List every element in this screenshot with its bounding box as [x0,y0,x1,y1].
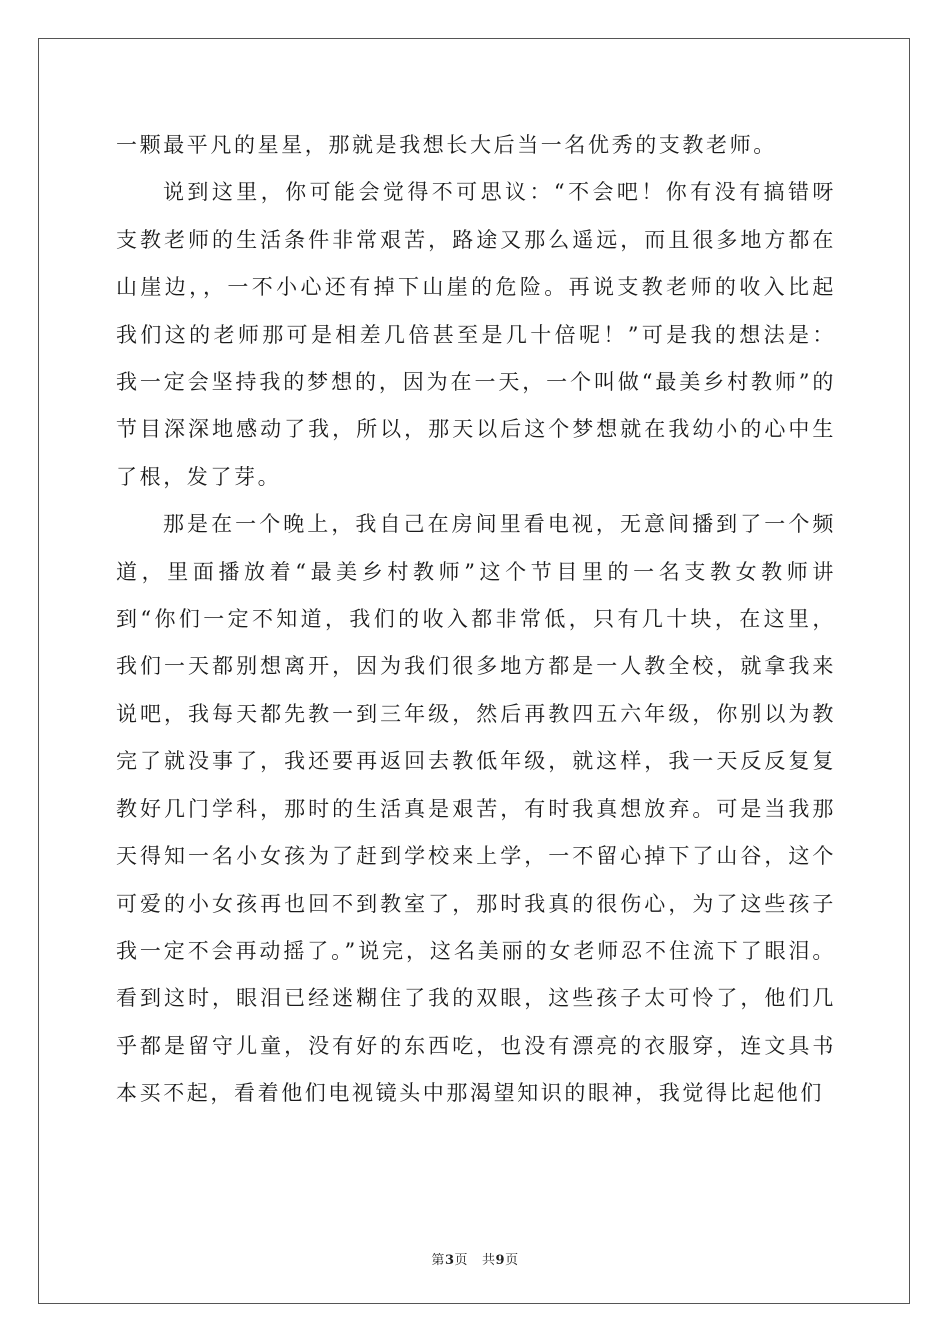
paragraph-1: 一颗最平凡的星星，那就是我想长大后当一名优秀的支教老师。 [116,133,777,157]
page-number: 3 [444,1253,455,1268]
total-pages: 9 [495,1253,506,1268]
paragraph-3: 那是在一个晚上，我自己在房间里看电视，无意间播到了一个频道，里面播放着“最美乡村教师”这个节目里的一名支教女教师讲到“你们一定不知道，我们的收入都非常低，只有几十块，在这里，我们一天都别想离开，因为我们很多地方都是一人教全校，就拿我来说吧，我每天都先教一到三年级，然后再教四五六年级，你别以为教完了就没事了，我还要再返回去教低年级，就这样，我一天反反复复教好几门学科，那时的生活真是艰苦，有时我真想放弃。可是当我那天得知一名小女孩为了赶到学校来上学，一不留心掉下了山谷，这个可爱的小女孩再也回不到教室了，那时我真的很伤心，为了这些孩子我一定不会再动摇了。”说完，这名美丽的女老师忍不住流下了眼泪。看到这时，眼泪已经迷糊住了我的双眼，这些孩子太可怜了，他们几乎都是留守儿童，没有好的东西吃，也没有漂亮的衣服穿，连文具书本买不起，看着他们电视镜头中那渴望知识的眼神，我觉得比起他们 [116,512,836,1106]
page-suffix: 页 [454,1253,468,1268]
total-prefix: 共 [482,1253,496,1268]
document-body [116,122,836,1118]
page-prefix: 第 [431,1253,445,1268]
paragraph-2: 说到这里，你可能会觉得不可思议：“不会吧！你有没有搞错呀支教老师的生活条件非常艰苦，路途又那么遥远，而且很多地方都在山崖边，，一不小心还有掉下山崖的危险。再说支教老师的收入比起我们这的老师那可是相差几倍甚至是几十倍呢！”可是我的想法是：我一定会坚持我的梦想的，因为在一天，一个叫做“最美乡村教师”的节目深深地感动了我，所以，那天以后这个梦想就在我幼小的心中生了根，发了芽。 [116,180,836,489]
page-footer [0,1249,950,1268]
total-suffix: 页 [505,1253,519,1268]
